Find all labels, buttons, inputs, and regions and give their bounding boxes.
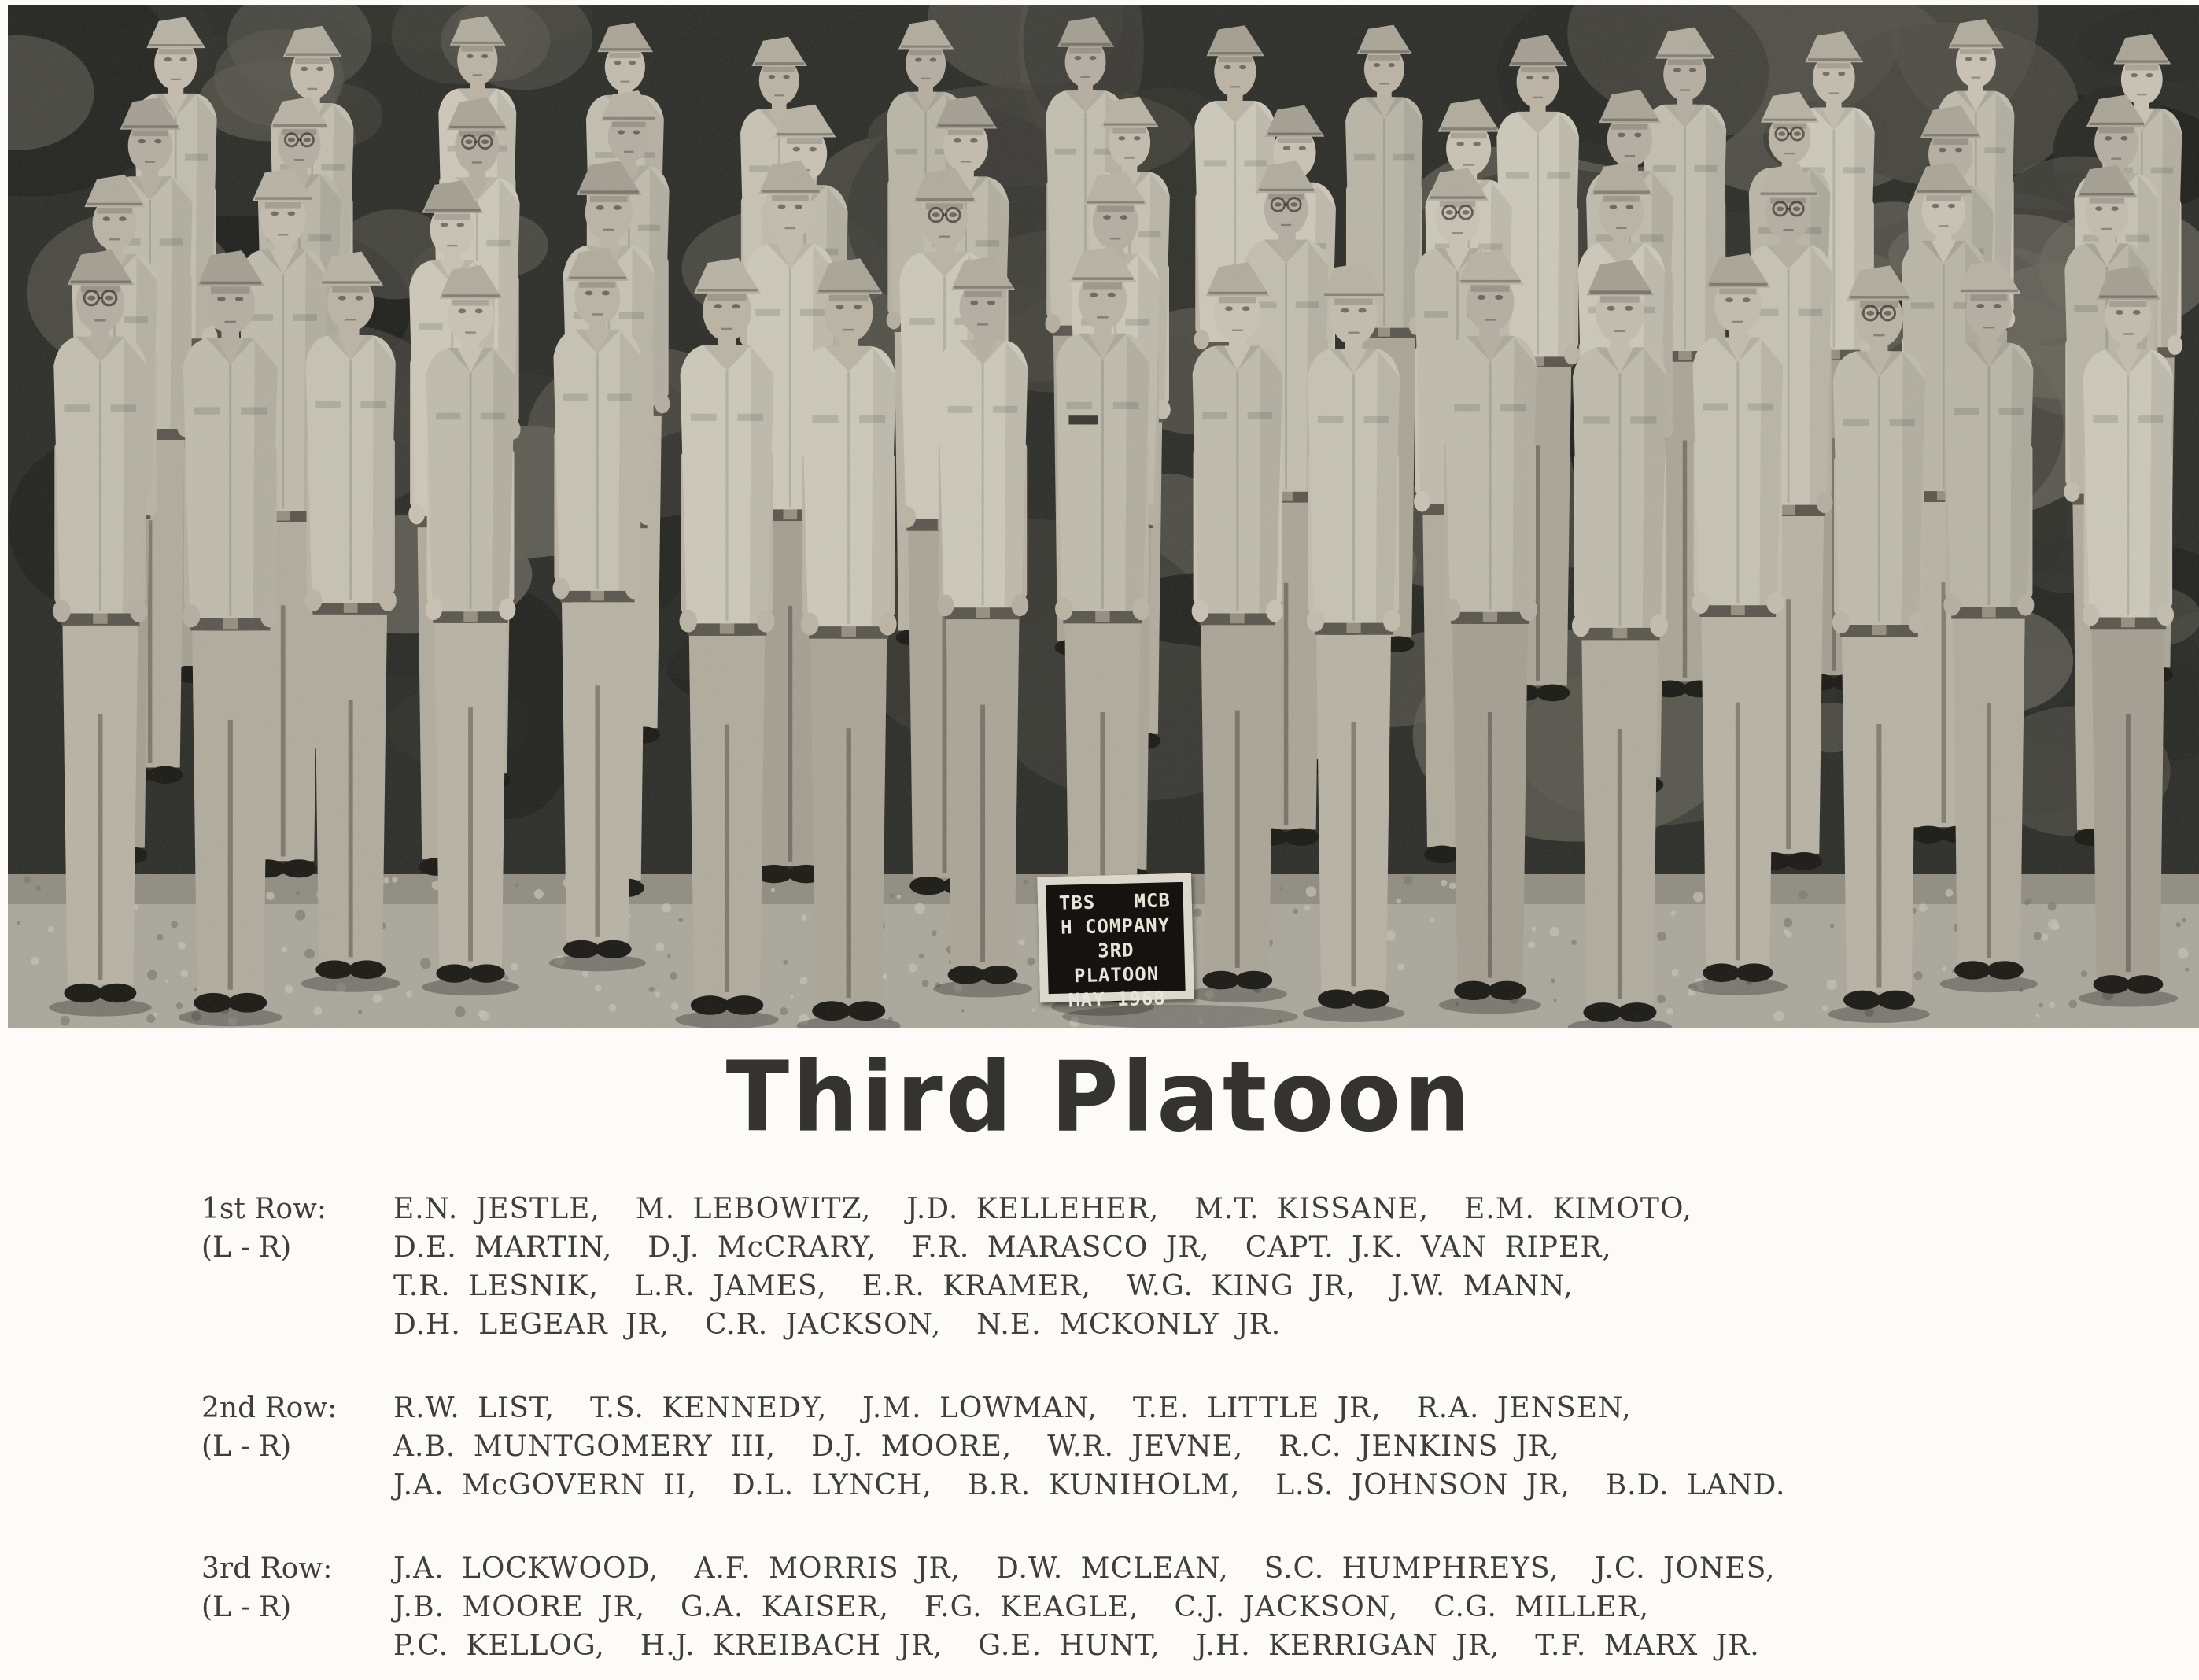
names-line: D.E. MARTIN, D.J. McCRARY, F.R. MARASCO JR, CAPT. J.K. VAN RIPER,	[393, 1231, 1612, 1264]
caption-names	[393, 1389, 2105, 1505]
caption-block-3rd-row	[201, 1549, 2105, 1665]
row-label: 2nd Row:	[201, 1392, 338, 1424]
caption-names	[393, 1190, 2105, 1344]
platoon-sign	[1037, 873, 1194, 1012]
row-label: 1st Row:	[201, 1193, 327, 1225]
caption	[201, 1190, 2105, 1665]
lr-label: (L - R)	[201, 1231, 292, 1264]
caption-labels	[201, 1389, 393, 1505]
caption-labels	[201, 1190, 393, 1344]
sign-unit-left: TBS	[1058, 891, 1096, 914]
row-label: 3rd Row:	[201, 1553, 333, 1585]
sign-unit-right: MCB	[1134, 889, 1171, 913]
sign-line-4: MAY 1968	[1068, 987, 1167, 1012]
names-line: T.R. LESNIK, L.R. JAMES, E.R. KRAMER, W.G. KING JR, J.W. MANN,	[393, 1270, 1574, 1302]
platoon-photograph	[8, 5, 2199, 1028]
lr-label: (L - R)	[201, 1591, 292, 1623]
caption-block-1st-row	[201, 1190, 2105, 1344]
names-line: D.H. LEGEAR JR, C.R. JACKSON, N.E. MCKONLY JR.	[393, 1309, 1282, 1341]
names-line: R.W. LIST, T.S. KENNEDY, J.M. LOWMAN, T.E. LITTLE JR, R.A. JENSEN,	[393, 1392, 1632, 1424]
names-line: P.C. KELLOG, H.J. KREIBACH JR, G.E. HUNT, J.H. KERRIGAN JR, T.F. MARX JR.	[393, 1630, 1760, 1662]
caption-labels	[201, 1549, 393, 1665]
sign-line-1	[1053, 888, 1178, 916]
sign-line-2: H COMPANY	[1060, 914, 1171, 939]
names-line: J.B. MOORE JR, G.A. KAISER, F.G. KEAGLE, C.J. JACKSON, C.G. MILLER,	[393, 1591, 1650, 1623]
caption-block-2nd-row	[201, 1389, 2105, 1505]
caption-names	[393, 1549, 2105, 1665]
sign-line-3: 3RD PLATOON	[1073, 939, 1160, 988]
names-line: A.B. MUNTGOMERY III, D.J. MOORE, W.R. JEVNE, R.C. JENKINS JR,	[393, 1431, 1560, 1463]
names-line: J.A. McGOVERN II, D.L. LYNCH, B.R. KUNIHOLM, L.S. JOHNSON JR, B.D. LAND.	[393, 1469, 1786, 1501]
lr-label: (L - R)	[201, 1431, 292, 1463]
platoon-sign-text	[1046, 882, 1186, 1014]
page-title: Third Platoon	[725, 1040, 1474, 1154]
names-line: J.A. LOCKWOOD, A.F. MORRIS JR, D.W. MCLEAN, S.C. HUMPHREYS, J.C. JONES,	[393, 1553, 1776, 1585]
names-line: E.N. JESTLE, M. LEBOWITZ, J.D. KELLEHER, M.T. KISSANE, E.M. KIMOTO,	[393, 1193, 1692, 1225]
